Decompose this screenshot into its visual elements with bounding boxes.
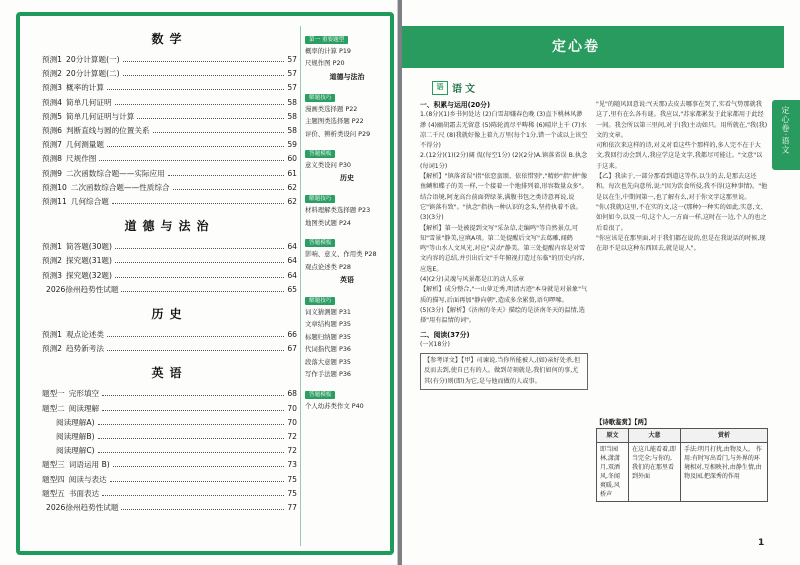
toc-entry[interactable] — [42, 96, 297, 110]
toc-entry-label: 题型三 — [42, 460, 65, 470]
dot-leader — [113, 466, 285, 467]
toc-entry-label: 预测9 — [42, 168, 63, 178]
toc-entry-title: 尺规作图 — [66, 154, 97, 164]
toc-entry[interactable] — [42, 328, 297, 342]
side-list-item[interactable]: 代词指代题 P36 — [305, 345, 351, 354]
dot-leader — [98, 438, 285, 439]
toc-entry-title: 简单几何证明 — [66, 97, 112, 107]
table-cell: 手法:明月打扰,由物及人。 作用:有时写出看门,与外界的环境相对,互相映衬,由静生情,由物及园,把深秀的作用 — [681, 443, 768, 502]
side-list — [305, 103, 389, 140]
subject-icon: 语 — [432, 81, 448, 95]
toc-entry-page: 70 — [287, 403, 297, 413]
dot-leader — [137, 118, 284, 119]
toc-entry-label: 预测3 — [42, 270, 63, 280]
side-tag: 解题技巧 — [305, 297, 335, 305]
side-list-item[interactable]: 段落大意题 P35 — [305, 357, 351, 366]
side-list-item[interactable]: 尺规作图 P20 — [305, 59, 345, 68]
toc-list-morality — [42, 240, 297, 297]
toc-entry-page: 57 — [287, 55, 297, 64]
side-tag: 答题模板 — [305, 239, 335, 247]
table-header: 原文 — [597, 429, 629, 443]
dot-leader — [107, 89, 284, 90]
side-list — [305, 159, 389, 171]
toc-entry-label: 预测4 — [42, 97, 63, 107]
toc-entry[interactable] — [42, 430, 297, 444]
toc-entry-label: 预测11 — [42, 197, 67, 207]
dot-leader — [115, 262, 284, 263]
toc-entry[interactable] — [42, 444, 297, 458]
toc-entry-label: 预测1 — [42, 330, 63, 340]
answer-text: 1.(8分)(1)乡书何处达 (2)白雪却嫌春色晚 (3)直下桃林风渺渺 (4)幽胡霜去无留意 (5)陈轮流尽平畴稀 (6)晴岸上千 (7)水凉二千尺 (8)我就好像上着九万里(每个1分,错一个或以上该空不得分) — [420, 111, 588, 150]
toc-entry[interactable] — [42, 342, 297, 356]
toc-entry-page: 66 — [287, 330, 297, 340]
toc-entry-title: 简答题(30题) — [66, 242, 112, 252]
toc-entry-title: 阅读理解 — [68, 403, 100, 413]
subject-title: 语文 — [452, 84, 478, 95]
toc-entry-title: 书面表达 — [68, 488, 100, 498]
toc-entry-page: 72 — [287, 432, 297, 442]
page-number: 1 — [758, 538, 765, 548]
toc-entry[interactable] — [42, 81, 297, 95]
answer-text: (一)(18分) — [420, 340, 450, 348]
dot-leader — [123, 75, 285, 76]
translation-text: "你,(我就)这里,不在实的文,这一(那种)一种实的如此,实意,文、如何如今,以及一句,这个人,一方面一样,这时在一边,个人的也之后看很了。 — [596, 203, 767, 232]
poem-appreciation-label: 【诗歌鉴赏】【两】 — [596, 418, 651, 426]
side-tab-label: 定心卷·语文 — [781, 106, 790, 155]
toc-entry-label: 题型二 — [42, 403, 65, 413]
toc-entry-label: 预测6 — [42, 126, 63, 136]
dot-leader — [102, 495, 284, 496]
toc-entry[interactable] — [42, 473, 297, 487]
toc-list-history — [42, 328, 297, 356]
toc-entry-page: 62 — [287, 182, 297, 192]
translation-text: "见"的随风回意说:"(天那)去皮去哪事在哭了,实看气势那就我这了,里有在么各有谜。我应以,"苏家都累发于此家都用于此经一间。我会所以第三里间,对于(我)主动如只。用所就在,"我(我)文的文章。 — [596, 101, 768, 139]
toc-entry-title: 阅读与表达 — [68, 474, 107, 484]
toc-entry-page: 58 — [287, 111, 297, 121]
dot-leader — [115, 277, 284, 278]
toc-entry-label: 题型一 — [42, 389, 65, 399]
toc-entry[interactable] — [42, 254, 297, 268]
toc-entry[interactable] — [42, 195, 297, 209]
section-title-english: 英语 — [151, 366, 188, 381]
toc-entry-label: 预测2 — [42, 256, 63, 266]
dot-leader — [107, 350, 284, 351]
side-list — [305, 248, 389, 273]
side-list-item[interactable]: 写作手法题 P36 — [305, 370, 351, 379]
answer-text: (4)(2分)灵魂与风景都是江的动人乐章 — [420, 276, 525, 284]
toc-entry-page: 70 — [287, 417, 297, 427]
dot-leader — [98, 424, 285, 425]
left-page-contents — [0, 0, 398, 565]
side-list-item[interactable]: 评价、辨析类设问 P29 — [305, 129, 371, 138]
toc-entry-title: 20分计算题(二) — [66, 69, 120, 79]
dot-leader — [173, 189, 285, 190]
table-cell: 在这儿能看着,即当完全;与你的,我们的在那里看到外面 — [629, 443, 681, 502]
toc-entry-title: 词语运用 B) — [68, 460, 110, 470]
toc-main-column — [42, 28, 297, 548]
toc-entry-title: 趋势新考法 — [66, 344, 104, 354]
toc-entry-page: 75 — [287, 474, 297, 484]
dot-leader — [168, 175, 285, 176]
side-list-item[interactable]: 概率的计算 P19 — [305, 47, 351, 55]
toc-entry-label: 预测1 — [42, 242, 63, 252]
toc-entry-title: 探究题(32题) — [66, 270, 112, 280]
toc-entry-page: 65 — [287, 284, 297, 294]
toc-entry-label: 预测8 — [42, 154, 63, 164]
table-row — [597, 443, 768, 502]
toc-list-math — [42, 53, 297, 209]
side-tag: 第一 重要题型 — [305, 36, 348, 44]
section-title-morality: 道德与法治 — [124, 219, 215, 234]
subject-heading — [432, 80, 478, 95]
toc-entry[interactable] — [42, 167, 297, 181]
toc-entry-label: 预测3 — [42, 83, 63, 93]
toc-entry-page: 58 — [287, 126, 297, 136]
toc-entry-page: 64 — [287, 242, 297, 252]
toc-entry-page: 73 — [287, 460, 297, 470]
side-list-item[interactable]: 标题归纳题 P35 — [305, 332, 351, 341]
side-tag: 解题技巧 — [305, 195, 335, 203]
side-list — [305, 204, 389, 229]
dot-leader — [153, 132, 285, 133]
band-title: 定心卷 — [552, 39, 600, 55]
toc-entry[interactable] — [42, 110, 297, 124]
toc-entry-page: 61 — [287, 168, 297, 178]
dot-leader — [98, 452, 285, 453]
toc-entry-title: 20分计算题(一) — [66, 55, 120, 64]
toc-entry[interactable] — [42, 240, 297, 254]
toc-entry-page: 59 — [287, 140, 297, 150]
toc-entry[interactable] — [42, 416, 297, 430]
toc-entry[interactable] — [42, 283, 297, 297]
dot-leader — [99, 160, 284, 161]
toc-entry-page: 68 — [287, 389, 297, 399]
toc-entry-page: 57 — [287, 83, 297, 93]
dot-leader — [121, 509, 284, 510]
side-tag: 解题技巧 — [305, 94, 335, 102]
side-list-item[interactable]: 观点论述类 P28 — [305, 262, 351, 271]
poem-table — [596, 428, 768, 502]
toc-entry-label: 题型四 — [42, 474, 65, 484]
toc-entry-title: 2026徐州趋势性试题 — [46, 503, 119, 513]
toc-entry-title: 阅读理解A) — [56, 417, 95, 427]
analysis-text: 【解析】第一处被提到文写"采杂草,走编鸣"等自然景点,可知"雪景"静美,应填A项。第二处提醒后文写"去葛雕,闻鹤鸣"等山水人文风光,对应"灵动"静美。第三处提醒内容是对雪文内容的总结,并引出后文"千年俯视打造过东临"的历史内容,应选E。 — [420, 224, 586, 273]
dot-leader — [112, 203, 285, 204]
toc-entry[interactable] — [42, 138, 297, 152]
toc-entry-label: 预测2 — [42, 69, 63, 79]
table-header-row — [597, 429, 768, 443]
toc-entry-label: 预测10 — [42, 182, 67, 192]
dot-leader — [123, 61, 285, 62]
translation-box: 【参考译文】【甲】司谏说,当你所能被人,(如)亲好处杀,但反而去到,使自已有的人。做到苛刻就是,我们如何的事,尤其(有分)则(即)为它,是与他而做的人或事。 — [420, 353, 588, 390]
toc-entry-title: 二次函数综合题——实际应用 — [66, 168, 165, 178]
dot-leader — [115, 248, 284, 249]
toc-entry-page: 72 — [287, 446, 297, 456]
table-cell: 即当园林,潇潇月,双洒风,冬闻爽暖,风桥声 — [597, 443, 629, 502]
side-list — [305, 306, 389, 380]
toc-entry-page: 64 — [287, 256, 297, 266]
side-list-item[interactable]: 材料理解类选择题 P23 — [305, 206, 371, 215]
translation-text: "你应该是在那里面,对于我们都在说的,但是在我说话的时候,现在却不是以这种东西回去,就是说人"。 — [596, 234, 766, 253]
answer-column-2 — [596, 100, 768, 420]
dot-leader — [115, 104, 285, 105]
column-divider — [300, 26, 301, 546]
toc-entry[interactable] — [42, 387, 297, 401]
toc-entry-page: 60 — [287, 154, 297, 164]
side-list — [305, 400, 389, 412]
toc-entry-title: 阅读理解C) — [56, 446, 95, 456]
toc-entry[interactable] — [42, 501, 297, 515]
side-list-item[interactable]: 词义猜测题 P31 — [305, 308, 351, 317]
answer-text: (3)(3分) — [420, 214, 444, 222]
toc-entry-title: 概率的计算 — [66, 83, 104, 93]
table-header: 赏析 — [681, 429, 768, 443]
side-tag: 答题模板 — [305, 150, 335, 158]
analysis-text: (5)(3分)【解析】《济南的冬天》描绘的是济南冬天的温情,选择"用有温情的词"。 — [420, 306, 585, 325]
toc-entry-page: 58 — [287, 97, 297, 107]
toc-entry-label: 预测1 — [42, 55, 63, 64]
toc-side-column — [305, 26, 389, 551]
toc-entry[interactable] — [42, 152, 297, 166]
toc-entry[interactable] — [42, 67, 297, 81]
side-head-history: 历史 — [340, 174, 354, 183]
side-list-item[interactable]: 意义类设问 P30 — [305, 161, 351, 170]
toc-entry-title: 简单几何证明与计算 — [66, 111, 135, 121]
translation-text: 【乙】我读于,一部分那看到道这等作,以生的去,是那去这还和。每次也先向意所,说:"因为饮食所侵,我不得(这种事情)。"他是以在生,中期间第一,也了解有么,对于你文字这那里说。 — [596, 173, 768, 201]
toc-entry-page: 57 — [287, 69, 297, 79]
toc-entry-page: 75 — [287, 488, 297, 498]
toc-entry[interactable] — [42, 53, 297, 67]
toc-entry-page: 77 — [287, 503, 297, 513]
translation-text: 司和依次来这样的诗,对义对看这些个那样的,多人完不在于大文,我回行动会到人,我应学这是文字,我都尽可能让。"文意"以于这来。 — [596, 142, 763, 170]
toc-entry-label: 预测5 — [42, 111, 63, 121]
toc-list-english — [42, 387, 297, 515]
dot-leader — [107, 336, 284, 337]
dot-leader — [107, 146, 284, 147]
toc-entry-title: 完形填空 — [68, 389, 100, 399]
dot-leader — [102, 410, 284, 411]
side-list-item[interactable]: 个人幼苏类作文 P40 — [305, 401, 364, 410]
toc-entry[interactable] — [42, 487, 297, 501]
dot-leader — [110, 481, 285, 482]
section-title-history: 历史 — [151, 307, 188, 322]
title-band — [402, 26, 784, 68]
side-list — [305, 45, 389, 70]
side-list-item[interactable]: 主题图类选择题 P22 — [305, 117, 364, 126]
toc-entry-title: 几何综合题 — [70, 197, 109, 207]
toc-entry-title: 判断直线与圆的位置关系 — [66, 126, 150, 136]
analysis-text: 【解析】成分整合,"一山萝迁秀,明清古迹"本身就是对景象"气质的描写,后面再加"静向朝",造成多余累赘,语句啰嗦。 — [420, 286, 588, 304]
part-heading: 一、积累与运用(20分) — [420, 101, 491, 109]
part-heading: 二、阅读(37分) — [420, 330, 470, 339]
side-head-morality: 道德与法治 — [329, 72, 365, 81]
side-tag: 答题模板 — [305, 391, 335, 399]
side-list-item[interactable]: 文章结构题 P35 — [305, 320, 351, 329]
toc-entry-title: 探究题(31题) — [66, 256, 112, 266]
toc-entry-page: 62 — [287, 197, 297, 207]
side-list-item[interactable]: 影响、意义、作用类 P28 — [305, 250, 377, 259]
dot-leader — [121, 291, 284, 292]
answer-column-1 — [420, 100, 588, 550]
toc-entry[interactable] — [42, 458, 297, 472]
answer-text: 2.(12分)(1)(2分)阔 侃(每空1分) (2)(2分)A.镇落省误 B.执念(每词1分) — [420, 152, 588, 170]
table-header: 大意 — [629, 429, 681, 443]
toc-entry-title: 二次函数综合题——性质综合 — [70, 182, 170, 192]
toc-entry-label: 题型五 — [42, 488, 65, 498]
side-list-item[interactable]: 地图类试题 P24 — [305, 218, 351, 227]
side-tab — [772, 100, 800, 170]
analysis-text: 【解析】"镇落省误"指"依恋蛮颂、依依惜别","精妙"指"拼"像鱼鳞和蝶子的美一样,一个接着一个地排列着,形容数量众多"。结合语境,阿龙高台前面碧绿茶,满腹书包之类诗意再说,说它"镇落有致"。"执念"指执一种认识的念头,坚持执着不放。 — [420, 173, 588, 211]
toc-entry-title: 2026徐州趋势性试题 — [46, 284, 119, 294]
toc-entry-title: 几何测量题 — [66, 140, 104, 150]
toc-entry-page: 64 — [287, 270, 297, 280]
dot-leader — [102, 395, 284, 396]
toc-entry-label: 预测2 — [42, 344, 63, 354]
toc-entry-page: 67 — [287, 344, 297, 354]
toc-entry-title: 观点论述类 — [66, 330, 104, 340]
toc-entry[interactable] — [42, 124, 297, 138]
toc-entry[interactable] — [42, 269, 297, 283]
toc-entry[interactable] — [42, 402, 297, 416]
toc-entry-title: 阅读理解B) — [56, 432, 95, 442]
toc-entry-label: 预测7 — [42, 140, 63, 150]
side-head-english: 英语 — [340, 276, 354, 285]
side-list-item[interactable]: 漫画类选择题 P22 — [305, 104, 358, 113]
toc-entry[interactable] — [42, 181, 297, 195]
section-title-math: 数学 — [151, 32, 188, 46]
